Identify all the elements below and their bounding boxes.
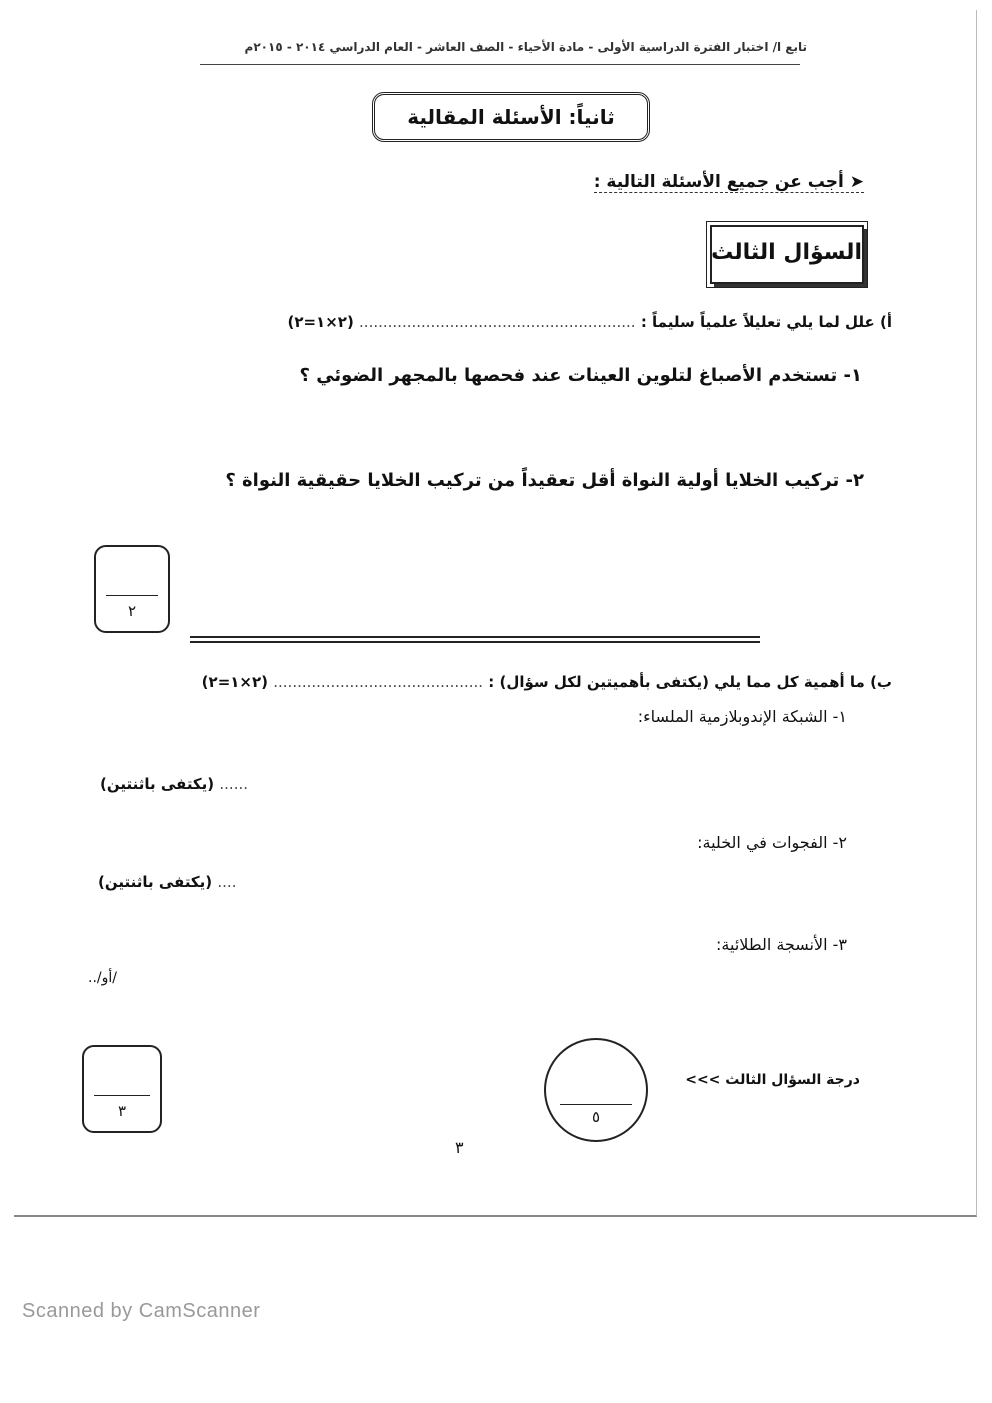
part-b-item-1-note-line — [100, 775, 248, 793]
question-degree-total: ٥ — [591, 1108, 601, 1126]
question-degree-circle — [544, 1038, 648, 1142]
part-a-heading-line — [287, 313, 892, 331]
part-b-item-1: ١- الشبكة الإندوبلازمية الملساء: — [637, 707, 847, 726]
part-b-heading-line — [202, 673, 892, 691]
part-b-heading: ب) ما أهمية كل مما يلي (يكتفى بأهميتين لكل سؤال) : — [488, 673, 892, 691]
part-a-heading: أ) علل لما يلي تعليلاً علمياً سليماً : — [640, 313, 892, 331]
score-divider — [106, 595, 158, 596]
question-title: السؤال الثالث — [710, 225, 864, 284]
instruction: ➤ أجب عن جميع الأسئلة التالية : — [593, 172, 864, 192]
exam-header: تابع ا/ اختبار الفترة الدراسية الأولى - مادة الأحياء - الصف العاشر - العام الدراسي ٢٠١٤ - ٢٠١٥م — [244, 40, 807, 54]
part-b-item-2-note-line — [98, 873, 236, 891]
part-a-score-total: ٢ — [127, 602, 137, 620]
part-b-item-2: ٢- الفجوات في الخلية: — [697, 833, 847, 852]
page-number: ٣ — [455, 1138, 464, 1157]
part-a-score-box — [94, 545, 170, 633]
part-b-dots: ............................................ — [273, 673, 484, 691]
part-b-item-3: ٣- الأنسجة الطلائية: — [716, 935, 847, 954]
scanner-watermark: Scanned by CamScanner — [22, 1300, 261, 1322]
circle-divider — [560, 1104, 632, 1105]
header-rule — [200, 64, 800, 65]
part-b-score-total: ٣ — [117, 1102, 127, 1120]
part-b-marks: (٢×١=٢) — [201, 673, 269, 691]
part-b-item-2-dots: .... — [217, 873, 237, 891]
or-text: ../أو/ — [88, 970, 117, 986]
part-a-dots: .......................................................... — [359, 313, 636, 331]
part-b-item-2-note: (يكتفى باثنتين) — [98, 873, 213, 891]
part-a-marks: (٢×١=٢) — [287, 313, 354, 331]
part-b-score-box — [82, 1045, 162, 1133]
part-b-item-1-dots: ...... — [219, 775, 248, 793]
question-degree-label: درجة السؤال الثالث >>> — [685, 1072, 860, 1088]
part-a-question-2: ٢- تركيب الخلايا أولية النواة أقل تعقيداً من تركيب الخلايا حقيقية النواة ؟ — [225, 470, 864, 491]
part-a-question-1: ١- تستخدم الأصباغ لتلوين العينات عند فحصها بالمجهر الضوئي ؟ — [299, 365, 862, 386]
section-divider — [190, 636, 760, 643]
part-b-item-1-note: (يكتفى باثنتين) — [100, 775, 215, 793]
section-title: ثانياً: الأسئلة المقالية — [372, 92, 650, 142]
score-divider — [94, 1095, 150, 1096]
